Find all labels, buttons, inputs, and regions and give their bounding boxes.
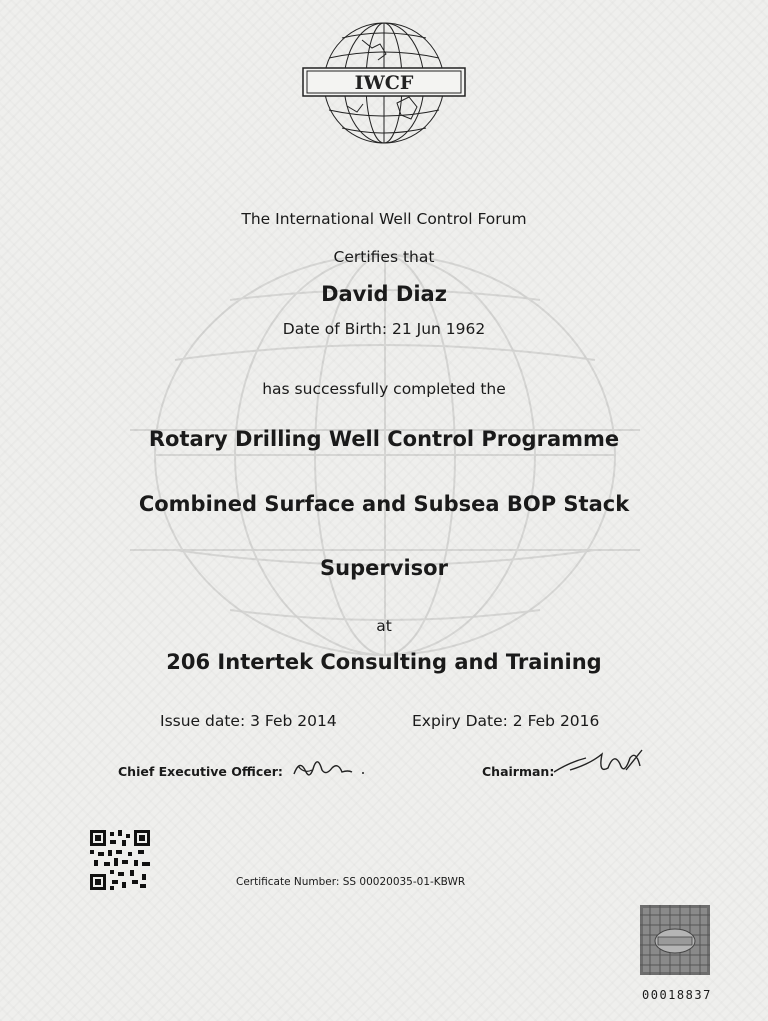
chairman-label: Chairman:	[482, 764, 555, 779]
issue-date: Issue date: 3 Feb 2014	[160, 712, 337, 730]
serial-number: 00018837	[642, 988, 712, 1002]
iwcf-logo-icon	[302, 18, 466, 148]
recipient-name: David Diaz	[321, 282, 447, 306]
certifies-text: Certifies that	[333, 248, 435, 266]
at-text: at	[376, 617, 392, 635]
completion-text: has successfully completed the	[262, 380, 506, 398]
organization-name: The International Well Control Forum	[241, 210, 527, 228]
ceo-label: Chief Executive Officer:	[118, 764, 283, 779]
expiry-date: Expiry Date: 2 Feb 2016	[412, 712, 600, 730]
hologram-seal-icon	[640, 905, 710, 975]
ceo-signature	[290, 752, 372, 784]
qr-code-icon	[90, 830, 150, 890]
programme-subtitle: Combined Surface and Subsea BOP Stack	[138, 492, 630, 516]
training-centre: 206 Intertek Consulting and Training	[166, 650, 602, 674]
chairman-signature	[550, 746, 650, 782]
programme-title: Rotary Drilling Well Control Programme	[148, 427, 620, 451]
programme-level: Supervisor	[320, 556, 448, 580]
logo-text: IWCF	[354, 72, 414, 94]
certificate-number: Certificate Number: SS 00020035-01-KBWR	[236, 876, 466, 888]
date-of-birth: Date of Birth: 21 Jun 1962	[282, 320, 486, 338]
